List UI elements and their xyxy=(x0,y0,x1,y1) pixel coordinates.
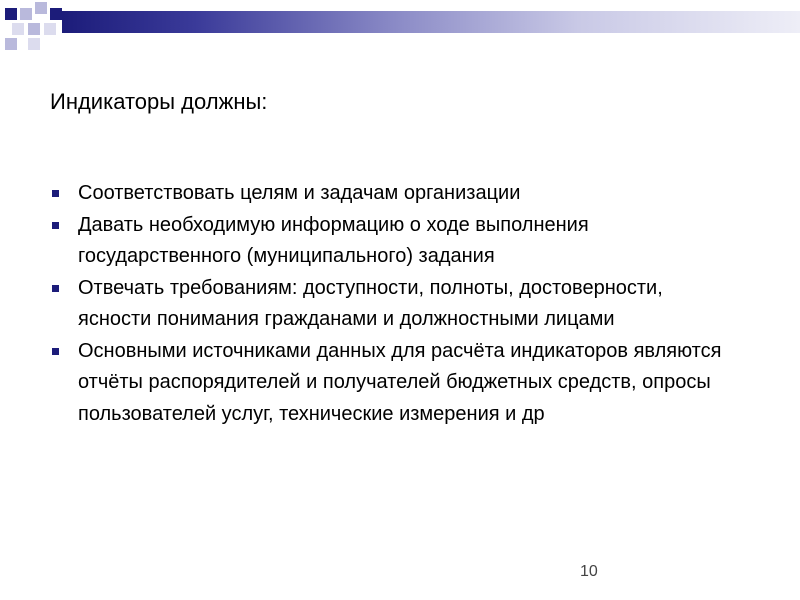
slide-title: Индикаторы должны: xyxy=(50,89,268,114)
deco-square xyxy=(35,2,47,14)
deco-square xyxy=(28,38,40,50)
bullet-text: Соответствовать целям и задачам организации xyxy=(78,182,521,204)
bullet-text: Основными источниками данных для расчёта индикаторов являются отчёты распорядителей и получателей бюджетных средств, опросы пользователей услуг, технические измерения и др xyxy=(78,339,722,425)
deco-square xyxy=(20,8,32,20)
header-gradient-bar xyxy=(62,11,800,33)
bullet-square-icon xyxy=(52,348,59,355)
page-number: 10 xyxy=(580,563,598,580)
bullet-item xyxy=(50,178,730,210)
deco-square xyxy=(28,23,40,35)
bullet-item xyxy=(50,336,730,431)
deco-square xyxy=(5,38,17,50)
bullet-square-icon xyxy=(52,190,59,197)
bullet-item xyxy=(50,273,730,336)
bullet-text: Отвечать требованиям: доступности, полноты, достоверности, ясности понимания гражданами и должностными лицами xyxy=(78,276,663,330)
bullet-square-icon xyxy=(52,285,59,292)
deco-square xyxy=(12,23,24,35)
bullet-text: Давать необходимую информацию о ходе выполнения государственного (муниципального) задания xyxy=(78,213,589,267)
deco-square xyxy=(50,8,62,20)
deco-square xyxy=(44,23,56,35)
bullet-item xyxy=(50,210,730,273)
deco-square xyxy=(5,8,17,20)
bullet-list xyxy=(50,178,730,430)
bullet-square-icon xyxy=(52,222,59,229)
